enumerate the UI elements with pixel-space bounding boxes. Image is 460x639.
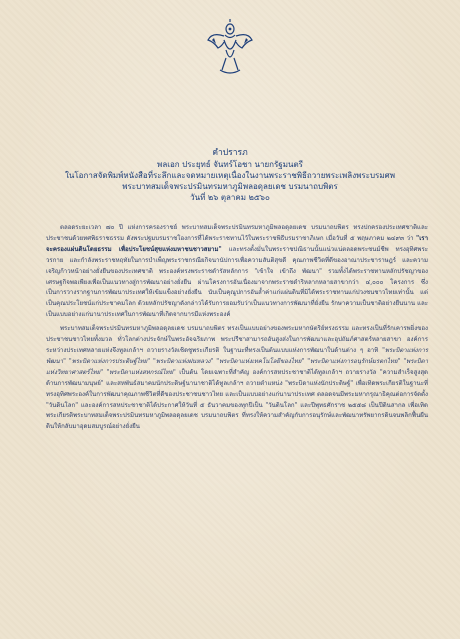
paragraph-2-text: พระบาทสมเด็จพระปรมินทรมหาภูมิพลอดุลยเดช บรมนาถบพิตร ทรงเป็นแบบอย่างของพระมหากษัตริย์ทรงธรรม และทรงเป็นที่รักเคารพยิ่งของประชาชนชาวไทยทั้งมวล ทั่วโลกต่างประจักษ์ในพระอัจฉริยภาพ พระปรีชาสามารถอันสูงส่งในการพัฒนาและอุปถัมภ์ศาสตร์หลายสาขา องค์การระหว่างประเทศหลายแห่งจึงทูลเกล้าฯ ถวายรางวัลเชิดชูพระเกียรติ ในฐานะที่ทรงเป็นต้นแบบแห่งการพัฒนาในด้านต่าง ๆ อาทิ [46,325,428,354]
paragraph-1-text: ตลอดระยะเวลา ๗๐ ปี แห่งการครองราชย์ พระบาทสมเด็จพระปรมินทรมหาภูมิพลอดุลยเดช บรมนาถบพิตร ทรงปกครองประเทศชาติและประชาชนด้วยทศพิธราชธรรม ดังพระปฐมบรมราชโองการที่ได้พระราชทานไว้ในพระราชพิธีบรมราชาภิเษก เมื่อวันที่ ๕ พฤษภาคม ๒๔๙๓ ว่า [46,224,428,242]
paragraph-1-rest: และทรงตั้งมั่นในพระราชปณิธานนั้นแน่วแน่ตลอดพระชนม์ชีพ ทรงอุทิศพระวรกาย และกำลังพระราชหฤทัยในการบำเพ็ญพระราชกรณียกิจนานัปการเพื่อความสันติสุขดี คุณภาพชีวิตที่ดีของอาณาประชาราษฎร์ และความเจริญก้าวหน้าอย่างยั่งยืนของประเทศชาติ พระองค์ทรงพระราชดำรัสหลักการ "เข้าใจ เข้าถึง พัฒนา" รวมทั้งได้พระราชทานหลักปรัชญาของเศรษฐกิจพอเพียงเพื่อเป็นแนวทางสู่การพัฒนาอย่างยั่งยืน ผ่านโครงการอันเนื่องมาจากพระราชดำริหลากหลายสาขากว่า ๔,๐๐๐ โครงการ ซึ่งเป็นการวางรากฐานการพัฒนาประเทศให้เข้มแข็งอย่างยั่งยืน นับเป็นคุณูปการอันล้ำค่าแก่แผ่นดินที่มิได้พระราชทานแก่ปวงชนชาวไทยเท่านั้น แต่เป็นคุณประโยชน์แก่ประชาคมโลก ด้วยหลักปรัชญาดังกล่าวได้รับการยอมรับว่าเป็นแนวทางการพัฒนาที่ยั่งยืน รักษาความเป็นชาติอย่างยืนนาน และเป็นแบบอย่างแก่นานาประเทศในการพัฒนาที่เกิดจากบารมีแห่งพระองค์ [46,245,428,319]
preface-date: วันที่ ๒๖ ตุลาคม ๒๕๖๐ [190,193,270,202]
preface-header [20,148,440,203]
paragraph-2-titles: "พระบิดาแห่งการพัฒนา" "พระบิดาแห่งการประดิษฐ์ไทย" "พระบิดาแห่งฝนหลวง" "พระบิดาแห่งเทคโนโลยีของไทย" "พระบิดาแห่งการอนุรักษ์มรดกไทย" "พระบิดาแห่งวิทยาศาสตร์ไทย" "พระบิดาแห่งสหกรณ์ไทย" [46,346,429,376]
preface-title: คำปรารภ [212,148,248,158]
preface-king-name: พระบาทสมเด็จพระปรมินทรมหาภูมิพลอดุลยเดช บรมนาถบพิตร [122,182,338,191]
preface-body [46,223,428,433]
paragraph-2-rest: เป็นต้น โดยเฉพาะที่สำคัญ องค์การสหประชาชาติได้ทูลเกล้าฯ ถวายรางวัล "ความสำเร็จสูงสุดด้านการพัฒนามนุษย์" และสหพันธ์สมาคมนักประดิษฐ์นานาชาติได้ทูลเกล้าฯ ถวายตำแหน่ง "พระบิดาแห่งนักประดิษฐ์" เพื่อเทิดพระเกียรติในฐานะที่ทรงอุทิศพระองค์ในการพัฒนาคุณภาพชีวิตที่ดีของประชาชนชาวไทย และเป็นแบบอย่างแก่นานาประเทศ ตลอดจนมีพระมหากรุณาธิคุณต่อการจัดตั้ง "วันดินโลก" และองค์การสหประชาชาติได้ประกาศให้วันที่ ๕ ธันวาคมของทุกปีเป็น "วันดินโลก" และปีพุทธศักราช ๒๕๕๘ เป็นปีดินสากล เพื่อเทิดพระเกียรติพระบาทสมเด็จพระปรมินทรมหาภูมิพลอดุลยเดช บรมนาถบพิตร ที่ทรงให้ความสำคัญกับการอนุรักษ์และพัฒนาทรัพยากรดินจนพลิกฟื้นผืนดินให้กลับมาอุดมสมบูรณ์อย่างยั่งยืน [46,368,429,431]
garuda-emblem-icon [206,18,254,78]
paragraph-1 [46,223,428,321]
paragraph-1-quote: "เราจะครองแผ่นดินโดยธรรม เพื่อประโยชน์สุขแห่งมหาชนชาวสยาม" [46,234,428,253]
paragraph-2 [46,324,428,433]
preface-occasion: ในโอกาสจัดพิมพ์หนังสือที่ระลึกและจดหมายเหตุเนื่องในงานพระราชพิธีถวายพระเพลิงพระบรมศพ [65,171,395,180]
preface-author: พลเอก ประยุทธ์ จันทร์โอชา นายกรัฐมนตรี [157,160,303,169]
